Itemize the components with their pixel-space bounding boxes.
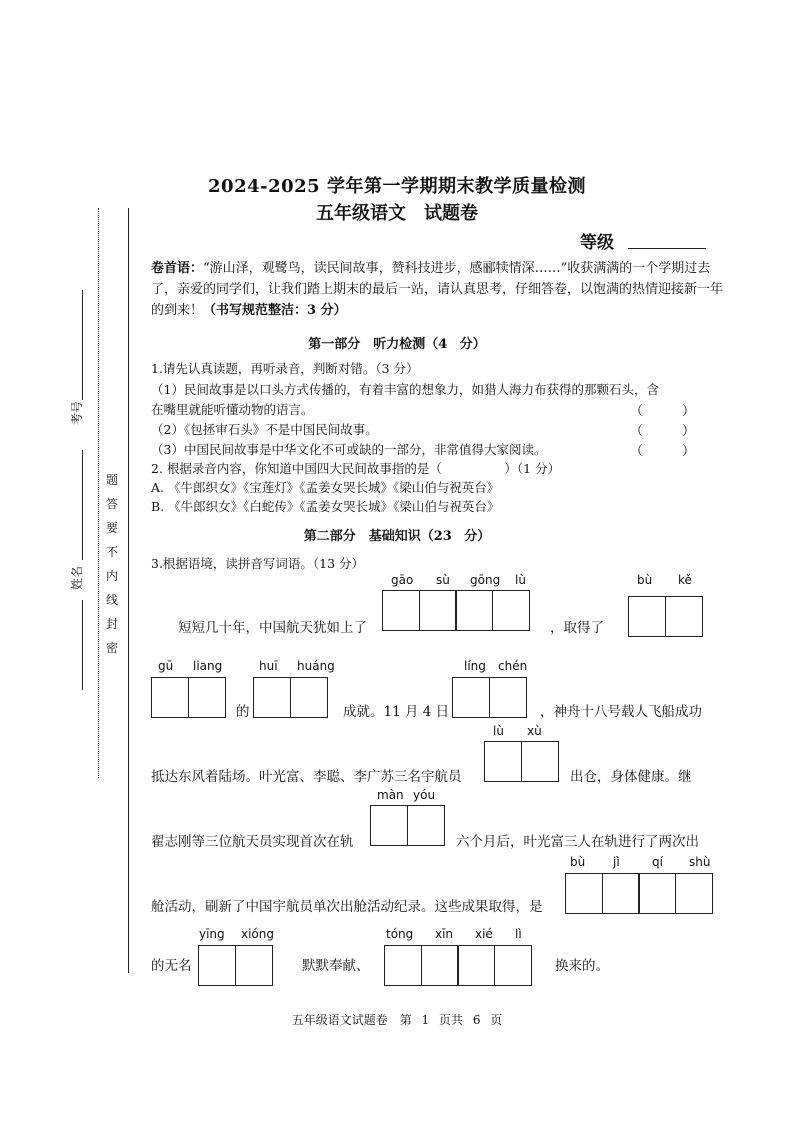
sentence-text: 抵达东风着陆场。叶光富、李聪、李广苏三名宇航员 <box>151 769 462 785</box>
pinyin: xīn <box>435 927 454 941</box>
q1-item-3: （3）中国民间故事是中华文化不可或缺的一部分，非常值得大家阅读。 <box>151 442 547 457</box>
preface-text: “游山泽，观鹭鸟，读民间故事，赞科技进步，感郦犊情深……”收获满满的一个学期过去了，亲爱的同学们，让我们踏上期末的最后一站，请认真思考，仔细答卷，以饱满的热情迎接新一年的到来！ <box>151 261 724 318</box>
seal-char: 封 <box>105 617 118 631</box>
part1-heading: 第一部分 听力检测（4 分） <box>308 337 486 352</box>
pinyin: jì <box>613 855 620 869</box>
sentence-text: 短短几十年，中国航天犹如上了 <box>178 620 367 636</box>
seal-char: 密 <box>105 641 118 655</box>
answer-paren-3[interactable]: （ ） <box>630 444 696 459</box>
seal-char: 内 <box>105 569 118 583</box>
sentence-text: 翟志刚等三位航天员实现首次在轨 <box>151 834 354 850</box>
q1-item-2: （2）《包拯审石头》不是中国民间故事。 <box>151 422 378 437</box>
char-box[interactable] <box>198 945 236 986</box>
preface-note: （书写规范整洁：3 分） <box>203 303 347 318</box>
q1-stem: 1.请先认真读题，再听录音，判断对错。（3 分） <box>151 361 419 376</box>
seal-char: 线 <box>105 593 118 607</box>
answer-grid-manyou[interactable] <box>370 805 445 846</box>
pinyin: huī <box>259 659 278 673</box>
pinyin: huáng <box>297 659 335 673</box>
char-box[interactable] <box>521 741 559 782</box>
q1-item-1-cont: 在嘴里就能听懂动物的语言。 <box>151 402 314 417</box>
char-box[interactable] <box>492 590 530 631</box>
sentence-text: 成就。11 月 4 日 <box>343 704 450 720</box>
exam-title: 2024-2025 学年第一学期期末教学质量检测 <box>208 176 586 197</box>
pinyin: qí <box>652 855 663 869</box>
seal-notice <box>104 468 120 660</box>
char-box[interactable] <box>407 805 445 846</box>
answer-grid-lingchen[interactable] <box>452 677 527 718</box>
binding-solid-line <box>128 208 129 973</box>
char-box[interactable] <box>489 677 527 718</box>
binding-dotted-line <box>98 208 99 778</box>
pinyin: sù <box>436 573 450 587</box>
pinyin: xióng <box>241 927 274 941</box>
part2-heading: 第二部分 基础知识（23 分） <box>303 529 491 544</box>
char-box[interactable] <box>457 945 495 986</box>
char-box[interactable] <box>452 677 490 718</box>
preface-label: 卷首语： <box>151 261 204 276</box>
sentence-text: ，神舟十八号载人飞船成功 <box>540 704 702 720</box>
char-box[interactable] <box>384 945 422 986</box>
name-label: 姓名 <box>70 565 84 590</box>
seal-char: 答 <box>105 497 118 511</box>
pinyin: gōng <box>470 573 501 587</box>
q2-stem: 2. 根据录音内容，你知道中国四大民间故事指的是（ ）（1 分） <box>151 461 561 476</box>
char-box[interactable] <box>188 677 226 718</box>
char-box[interactable] <box>253 677 291 718</box>
sentence-text: 六个月后，叶光富三人在轨进行了两次出 <box>456 834 699 850</box>
q2-option-a[interactable]: A. 《牛郎织女》《宝莲灯》《孟姜女哭长城》《梁山伯与祝英台》 <box>151 480 500 495</box>
answer-grid-huihuang[interactable] <box>253 677 328 718</box>
preface <box>151 258 725 321</box>
sentence-text: 舱活动，刷新了中国宇航员单次出舱活动纪录。这些成果取得，是 <box>151 899 543 915</box>
seal-char: 题 <box>105 473 118 487</box>
seal-char: 要 <box>105 521 118 535</box>
char-box[interactable] <box>151 677 189 718</box>
sentence-text: 的无名 <box>151 958 192 974</box>
q1-item-1: （1）民间故事是以口头方式传播的，有着丰富的想象力，如猎人海力布获得的那颗石头，含 <box>151 382 659 397</box>
pinyin: gū <box>158 659 174 673</box>
pinyin: yóu <box>413 788 436 802</box>
char-box[interactable] <box>628 596 666 637</box>
exam-subtitle: 五年级语文 试题卷 <box>316 203 478 224</box>
name-line-bottom <box>82 600 83 690</box>
answer-grid-buke[interactable] <box>628 596 703 637</box>
page-footer: 五年级语文试题卷 第 1 页共 6 页 <box>291 1013 503 1027</box>
pinyin: bù <box>637 573 653 587</box>
char-box[interactable] <box>370 805 408 846</box>
char-box[interactable] <box>290 677 328 718</box>
char-box[interactable] <box>235 945 273 986</box>
answer-grid-yingxiong[interactable] <box>198 945 273 986</box>
sentence-text: 换来的。 <box>555 958 609 974</box>
pinyin: xié <box>475 927 493 941</box>
pinyin: chén <box>498 659 528 673</box>
char-box[interactable] <box>494 945 532 986</box>
pinyin: tóng <box>386 927 414 941</box>
answer-grid-bujiqishu[interactable] <box>565 873 713 914</box>
grade-blank <box>628 248 706 249</box>
char-box[interactable] <box>421 945 459 986</box>
grade-label: 等级 <box>580 233 614 253</box>
seal-char: 不 <box>105 545 118 559</box>
sentence-text: 出仓，身体健康。继 <box>570 769 692 785</box>
char-box[interactable] <box>419 590 457 631</box>
q2-option-b[interactable]: B. 《牛郎织女》《白蛇传》《孟姜女哭长城》《梁山伯与祝英台》 <box>151 499 500 514</box>
sentence-text: 的 <box>236 704 250 720</box>
pinyin: lù <box>493 724 504 738</box>
char-box[interactable] <box>484 741 522 782</box>
pinyin: liang <box>193 659 223 673</box>
pinyin: líng <box>464 659 486 673</box>
answer-grid-luxu[interactable] <box>484 741 559 782</box>
char-box[interactable] <box>665 596 703 637</box>
pinyin: bù <box>570 855 586 869</box>
pinyin: gāo <box>391 573 414 587</box>
answer-grid-guliang[interactable] <box>151 677 226 718</box>
pinyin: kě <box>678 573 692 587</box>
answer-grid-gaosugonglu[interactable] <box>382 590 530 631</box>
pinyin: màn <box>377 788 404 802</box>
sentence-text: ，取得了 <box>550 620 604 636</box>
char-box[interactable] <box>675 873 713 914</box>
pinyin: shù <box>689 855 711 869</box>
q3-stem: 3.根据语境，读拼音写词语。（13 分） <box>151 556 365 571</box>
char-box[interactable] <box>602 873 640 914</box>
sentence-text: 默默奉献、 <box>302 958 370 974</box>
exam-no-label: 考号 <box>70 400 84 425</box>
answer-grid-tongxinxieli[interactable] <box>384 945 532 986</box>
pinyin: xù <box>527 724 542 738</box>
char-box[interactable] <box>565 873 603 914</box>
answer-paren-2[interactable]: （ ） <box>630 424 696 439</box>
pinyin: lì <box>515 927 522 941</box>
char-box[interactable] <box>382 590 420 631</box>
answer-paren-1[interactable]: （ ） <box>630 404 696 419</box>
pinyin: lù <box>515 573 526 587</box>
char-box[interactable] <box>638 873 676 914</box>
pinyin: yīng <box>199 927 225 941</box>
char-box[interactable] <box>455 590 493 631</box>
